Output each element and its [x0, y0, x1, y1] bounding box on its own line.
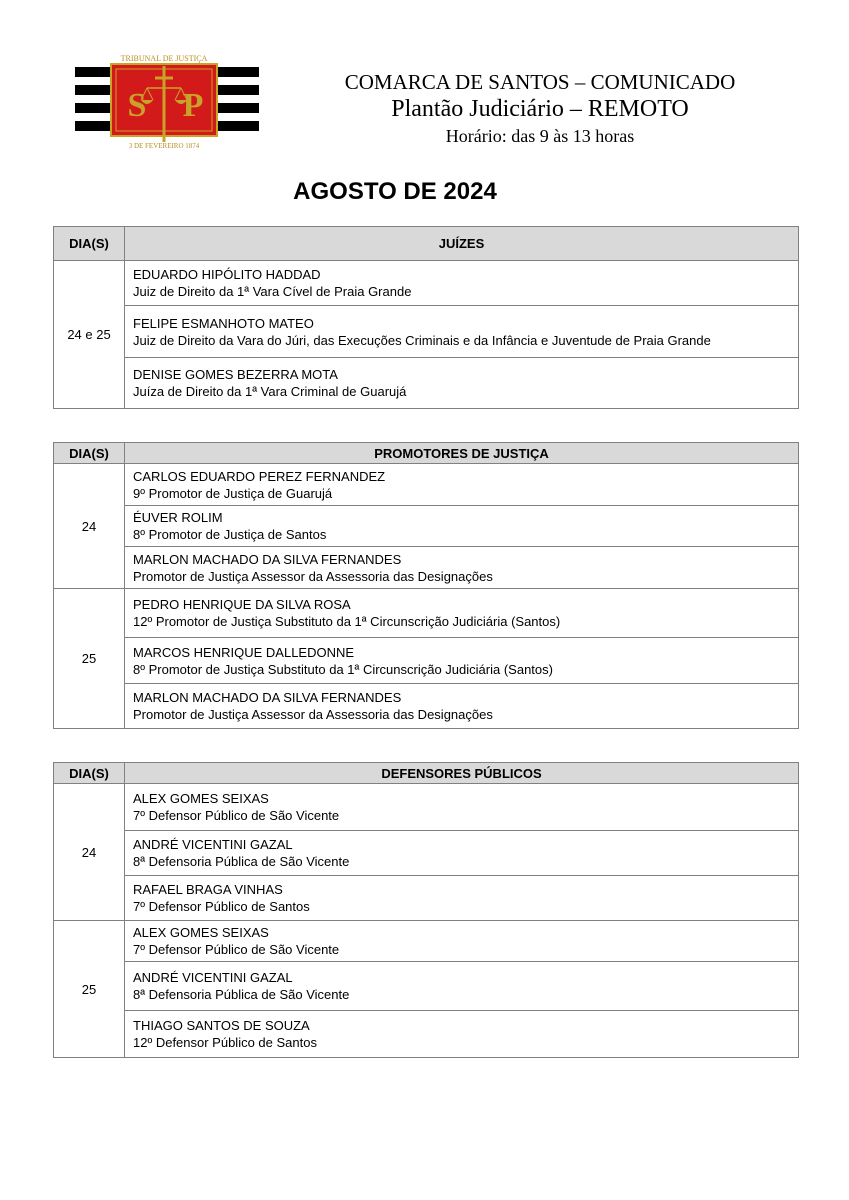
entry-name: MARLON MACHADO DA SILVA FERNANDES: [133, 690, 402, 705]
col-header-day: DIA(S): [54, 443, 125, 464]
tribunal-logo: [75, 52, 259, 152]
day-cell: 24: [54, 464, 125, 589]
entry-name: ALEX GOMES SEIXAS: [133, 925, 269, 940]
col-header-day: DIA(S): [54, 763, 125, 784]
entry-name: ANDRÉ VICENTINI GAZAL: [133, 970, 293, 985]
entry-cell: [125, 638, 799, 684]
table-row: [54, 547, 799, 589]
entry-cell: [125, 921, 799, 962]
svg-text:3 DE FEVEREIRO 1874: 3 DE FEVEREIRO 1874: [128, 142, 200, 150]
entry-name: MARLON MACHADO DA SILVA FERNANDES: [133, 551, 402, 567]
juizes-table: [53, 226, 799, 409]
table-row: [54, 589, 799, 638]
entry-role: 7º Defensor Público de São Vicente: [133, 808, 340, 823]
table-row: [54, 638, 799, 684]
month-title: AGOSTO DE 2024: [293, 178, 497, 205]
entry-role: 8ª Defensoria Pública de São Vicente: [133, 987, 350, 1002]
entry-name: ÉUVER ROLIM: [133, 510, 223, 525]
table-row: [54, 506, 799, 547]
entry-name: RAFAEL BRAGA VINHAS: [133, 882, 283, 897]
entry-name: THIAGO SANTOS DE SOUZA: [133, 1018, 310, 1033]
entry-name: ANDRÉ VICENTINI GAZAL: [133, 837, 293, 852]
entry-name: PEDRO HENRIQUE DA SILVA ROSA: [133, 597, 351, 612]
entry-role: 8º Promotor de Justiça de Santos: [133, 527, 327, 542]
entry-cell: [125, 358, 799, 409]
entry-name: MARCOS HENRIQUE DALLEDONNE: [133, 644, 355, 660]
svg-text:S: S: [127, 87, 147, 124]
entry-role: 8º Promotor de Justiça Substituto da 1ª Circunscrição Judiciária (Santos): [133, 661, 553, 677]
entry-cell: [125, 547, 799, 589]
table-row: [54, 464, 799, 506]
table-header-row: [54, 443, 799, 464]
col-header-juizes: JUÍZES: [125, 227, 799, 261]
table-row: [54, 261, 799, 306]
entry-name: CARLOS EDUARDO PEREZ FERNANDEZ: [133, 468, 386, 484]
entry-role: Promotor de Justiça Assessor da Assessoria das Designações: [133, 707, 493, 722]
day-cell: 25: [54, 921, 125, 1058]
table-row: [54, 876, 799, 921]
table-row: [54, 684, 799, 729]
entry-cell: [125, 684, 799, 729]
entry-role: 9º Promotor de Justiça de Guarujá: [133, 485, 333, 501]
tribunal-seal-icon: [75, 52, 259, 152]
entry-role: 7º Defensor Público de São Vicente: [133, 942, 340, 957]
table-row: [54, 921, 799, 962]
table-header-row: [54, 763, 799, 784]
entry-cell: [125, 506, 799, 547]
entry-name: ALEX GOMES SEIXAS: [133, 791, 269, 806]
table-row: [54, 358, 799, 409]
header-horario: Horário: das 9 às 13 horas: [445, 126, 635, 146]
entry-cell: [125, 876, 799, 921]
entry-name: EDUARDO HIPÓLITO HADDAD: [133, 267, 321, 282]
svg-text:P: P: [182, 87, 204, 124]
header-comarca: COMARCA DE SANTOS – COMUNICADO: [344, 70, 736, 94]
day-cell: 25: [54, 589, 125, 729]
entry-cell: [125, 784, 799, 831]
col-header-defensores: DEFENSORES PÚBLICOS: [125, 763, 799, 784]
entry-cell: [125, 464, 799, 506]
entry-cell: [125, 306, 799, 358]
entry-role: 12º Defensor Público de Santos: [133, 1035, 317, 1050]
entry-cell: [125, 1011, 799, 1058]
entry-cell: [125, 831, 799, 876]
entry-role: 7º Defensor Público de Santos: [133, 899, 310, 914]
entry-role: Juiz de Direito da 1ª Vara Cível de Praia Grande: [133, 284, 412, 299]
table-row: [54, 962, 799, 1011]
entry-cell: [125, 589, 799, 638]
entry-cell: [125, 962, 799, 1011]
table-row: [54, 1011, 799, 1058]
promotores-table: [53, 442, 799, 729]
entry-cell: [125, 261, 799, 306]
col-header-day: DIA(S): [54, 227, 125, 261]
entry-role: Juíza de Direito da 1ª Vara Criminal de Guarujá: [133, 384, 407, 399]
day-cell: 24: [54, 784, 125, 921]
entry-role: Promotor de Justiça Assessor da Assessoria das Designações: [133, 568, 493, 584]
entry-name: DENISE GOMES BEZERRA MOTA: [133, 367, 338, 382]
svg-text:TRIBUNAL DE JUSTIÇA: TRIBUNAL DE JUSTIÇA: [120, 54, 208, 63]
table-row: [54, 831, 799, 876]
col-header-promotores: PROMOTORES DE JUSTIÇA: [125, 443, 799, 464]
day-cell: 24 e 25: [54, 261, 125, 409]
header-plantao: Plantão Judiciário – REMOTO: [391, 96, 689, 122]
entry-role: Juiz de Direito da Vara do Júri, das Execuções Criminais e da Infância e Juventude de Praia Grande: [133, 332, 711, 348]
table-header-row: [54, 227, 799, 261]
entry-role: 8ª Defensoria Pública de São Vicente: [133, 854, 350, 869]
table-row: [54, 784, 799, 831]
table-row: [54, 306, 799, 358]
entry-name: FELIPE ESMANHOTO MATEO: [133, 315, 314, 331]
entry-role: 12º Promotor de Justiça Substituto da 1ª Circunscrição Judiciária (Santos): [133, 614, 561, 629]
defensores-table: [53, 762, 799, 1058]
